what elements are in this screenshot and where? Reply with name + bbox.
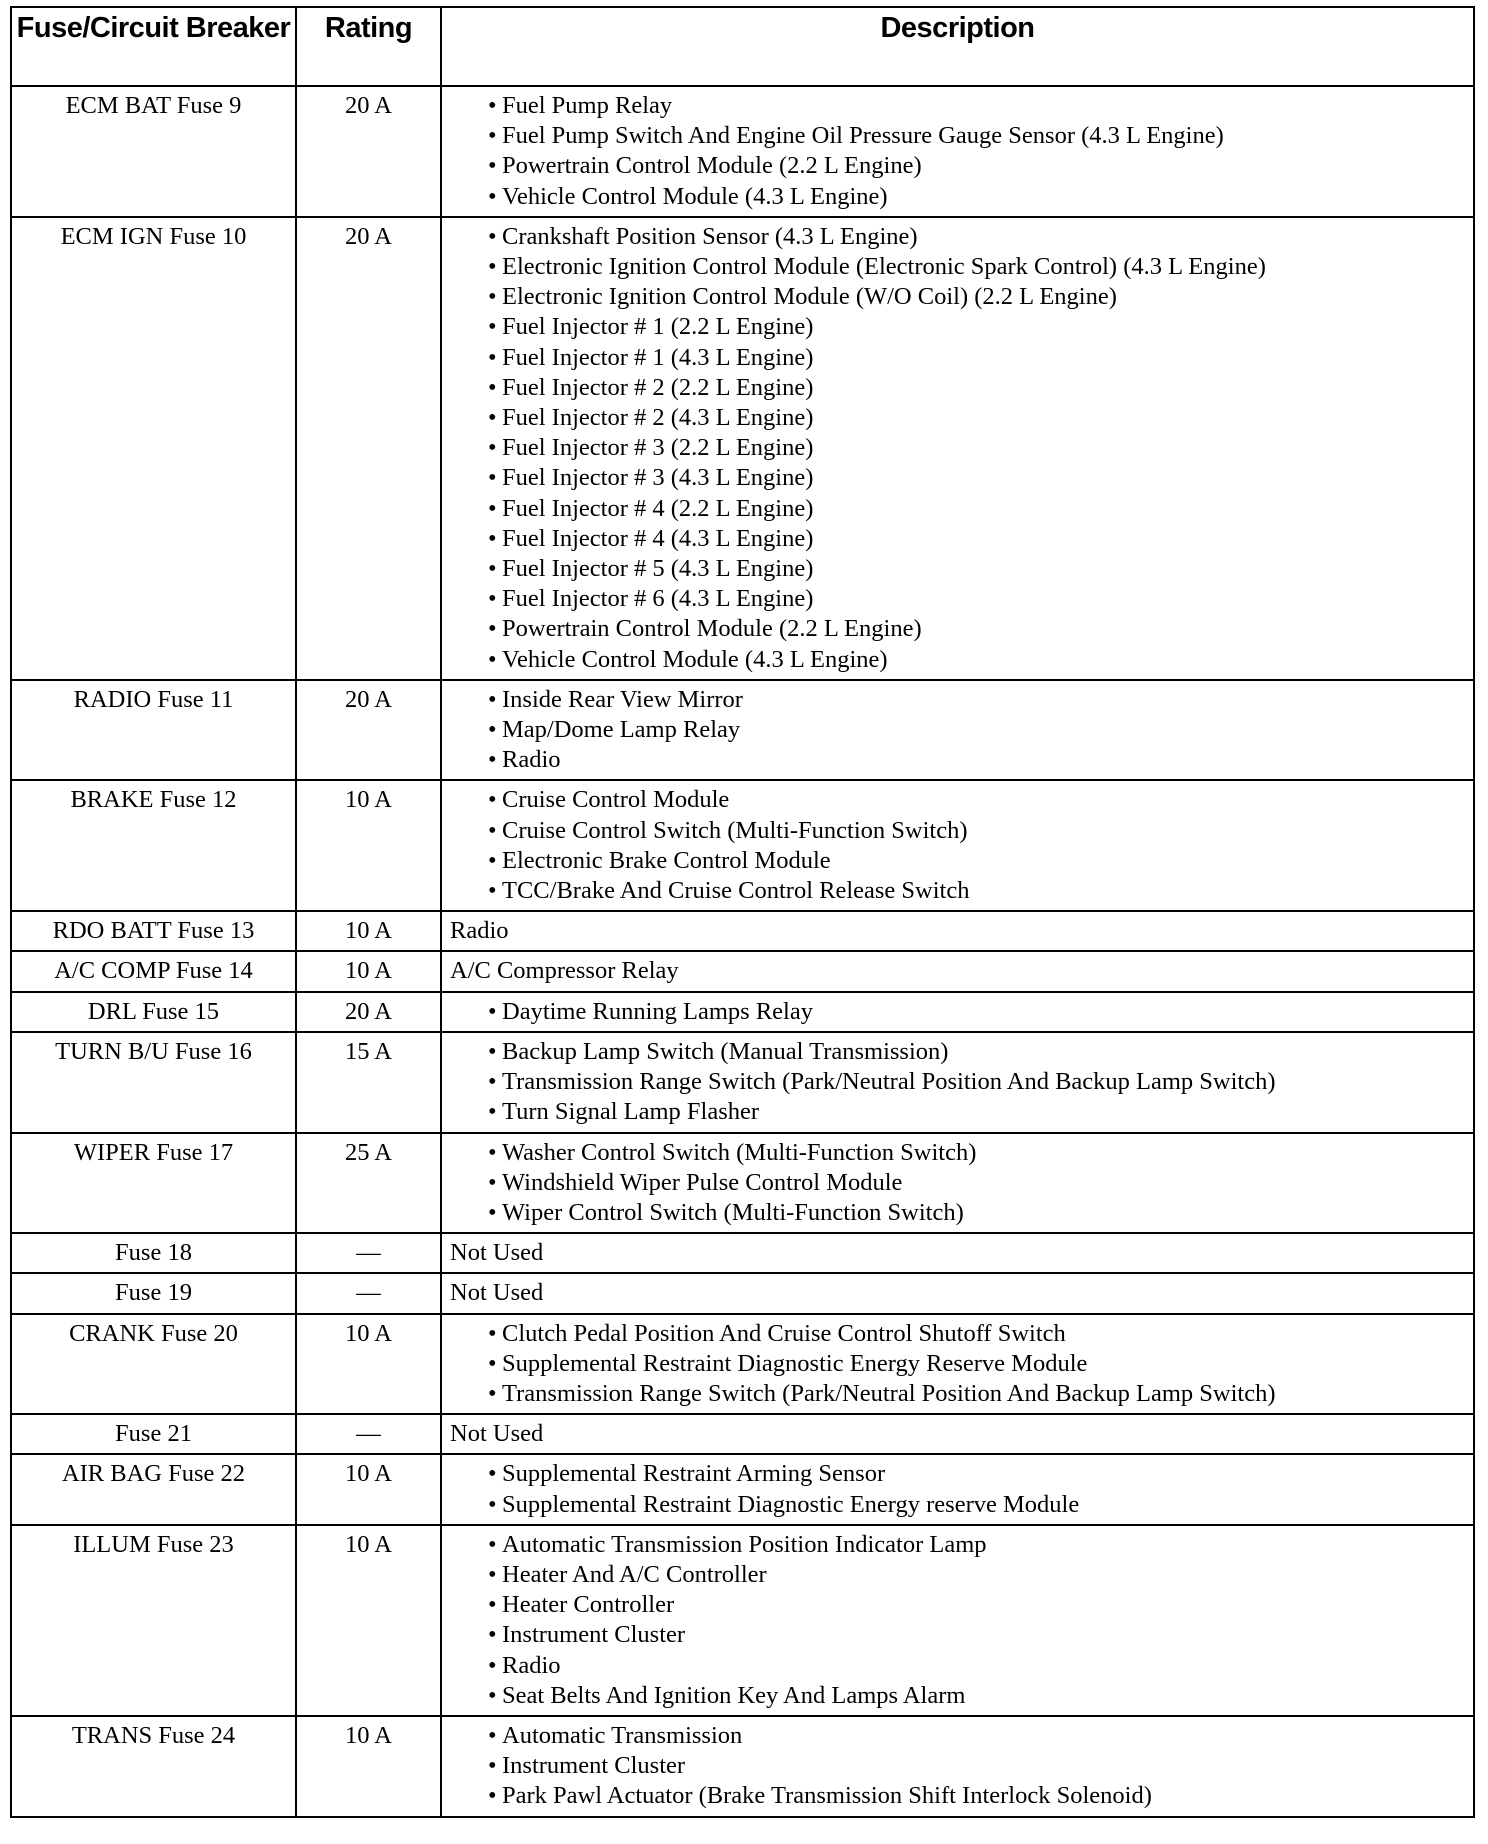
fuse-name-cell: ILLUM Fuse 23 <box>11 1525 296 1716</box>
list-item: • Fuel Injector # 5 (4.3 L Engine) <box>488 554 1467 584</box>
header-description: Description <box>441 7 1474 86</box>
list-item: • Daytime Running Lamps Relay <box>488 997 1467 1027</box>
description-list <box>448 1459 1467 1519</box>
description-list <box>448 1138 1467 1229</box>
fuse-table <box>10 6 1475 1818</box>
fuse-name-cell: CRANK Fuse 20 <box>11 1314 296 1415</box>
list-item: • Cruise Control Module <box>488 785 1467 815</box>
description-list <box>448 1037 1467 1128</box>
list-item: • Automatic Transmission Position Indicator Lamp <box>488 1530 1467 1560</box>
rating-cell: 20 A <box>296 86 441 217</box>
description-cell <box>441 1133 1474 1234</box>
list-item: • Fuel Injector # 3 (4.3 L Engine) <box>488 463 1467 493</box>
list-item: • Heater And A/C Controller <box>488 1560 1467 1590</box>
rating-cell: 10 A <box>296 1454 441 1524</box>
fuse-name-cell: AIR BAG Fuse 22 <box>11 1454 296 1524</box>
list-item: • Supplemental Restraint Arming Sensor <box>488 1459 1467 1489</box>
description-cell <box>441 217 1474 680</box>
list-item: • Powertrain Control Module (2.2 L Engine) <box>488 151 1467 181</box>
description-list <box>448 91 1467 212</box>
list-item: • Clutch Pedal Position And Cruise Control Shutoff Switch <box>488 1319 1467 1349</box>
rating-cell: 10 A <box>296 1716 441 1817</box>
rating-cell: 10 A <box>296 780 441 911</box>
list-item: • Fuel Injector # 3 (2.2 L Engine) <box>488 433 1467 463</box>
fuse-name-cell: RDO BATT Fuse 13 <box>11 911 296 951</box>
description-cell <box>441 1525 1474 1716</box>
list-item: • Backup Lamp Switch (Manual Transmission) <box>488 1037 1467 1067</box>
description-cell: A/C Compressor Relay <box>441 951 1474 991</box>
list-item: • Map/Dome Lamp Relay <box>488 715 1467 745</box>
table-row <box>11 1414 1474 1454</box>
rating-cell: — <box>296 1414 441 1454</box>
fuse-table-page <box>10 6 1473 1818</box>
list-item: • Fuel Pump Relay <box>488 91 1467 121</box>
fuse-name-cell: WIPER Fuse 17 <box>11 1133 296 1234</box>
table-row <box>11 780 1474 911</box>
list-item: • Electronic Ignition Control Module (Electronic Spark Control) (4.3 L Engine) <box>488 252 1467 282</box>
header-rating: Rating <box>296 7 441 86</box>
fuse-name-cell: Fuse 18 <box>11 1233 296 1273</box>
description-cell: Radio <box>441 911 1474 951</box>
table-row <box>11 86 1474 217</box>
list-item: • Transmission Range Switch (Park/Neutral Position And Backup Lamp Switch) <box>488 1067 1467 1097</box>
list-item: • Fuel Pump Switch And Engine Oil Pressure Gauge Sensor (4.3 L Engine) <box>488 121 1467 151</box>
description-list <box>448 997 1467 1027</box>
fuse-name-cell: TURN B/U Fuse 16 <box>11 1032 296 1133</box>
description-cell <box>441 86 1474 217</box>
list-item: • Washer Control Switch (Multi-Function Switch) <box>488 1138 1467 1168</box>
fuse-name-cell: A/C COMP Fuse 14 <box>11 951 296 991</box>
fuse-table-body <box>11 86 1474 1817</box>
list-item: • Inside Rear View Mirror <box>488 685 1467 715</box>
table-row <box>11 1032 1474 1133</box>
description-cell <box>441 1454 1474 1524</box>
list-item: • Wiper Control Switch (Multi-Function Switch) <box>488 1198 1467 1228</box>
rating-cell: — <box>296 1273 441 1313</box>
rating-cell: 10 A <box>296 1314 441 1415</box>
list-item: • Seat Belts And Ignition Key And Lamps Alarm <box>488 1681 1467 1711</box>
list-item: • Windshield Wiper Pulse Control Module <box>488 1168 1467 1198</box>
fuse-name-cell: Fuse 19 <box>11 1273 296 1313</box>
rating-cell: 20 A <box>296 992 441 1032</box>
list-item: • Vehicle Control Module (4.3 L Engine) <box>488 182 1467 212</box>
list-item: • Crankshaft Position Sensor (4.3 L Engine) <box>488 222 1467 252</box>
header-fuse-circuit-breaker: Fuse/Circuit Breaker <box>11 7 296 86</box>
list-item: • Automatic Transmission <box>488 1721 1467 1751</box>
list-item: • Fuel Injector # 4 (2.2 L Engine) <box>488 494 1467 524</box>
description-cell <box>441 992 1474 1032</box>
description-cell <box>441 680 1474 781</box>
description-list <box>448 785 1467 906</box>
description-cell <box>441 780 1474 911</box>
list-item: • Fuel Injector # 1 (4.3 L Engine) <box>488 343 1467 373</box>
table-row <box>11 951 1474 991</box>
description-list <box>448 222 1467 675</box>
fuse-name-cell: ECM IGN Fuse 10 <box>11 217 296 680</box>
table-row <box>11 1525 1474 1716</box>
list-item: • Fuel Injector # 2 (2.2 L Engine) <box>488 373 1467 403</box>
rating-cell: 25 A <box>296 1133 441 1234</box>
list-item: • Cruise Control Switch (Multi-Function Switch) <box>488 816 1467 846</box>
fuse-name-cell: TRANS Fuse 24 <box>11 1716 296 1817</box>
fuse-name-cell: DRL Fuse 15 <box>11 992 296 1032</box>
list-item: • Instrument Cluster <box>488 1620 1467 1650</box>
table-row <box>11 680 1474 781</box>
description-list <box>448 1721 1467 1812</box>
list-item: • Vehicle Control Module (4.3 L Engine) <box>488 645 1467 675</box>
list-item: • Radio <box>488 745 1467 775</box>
list-item: • Fuel Injector # 2 (4.3 L Engine) <box>488 403 1467 433</box>
description-list <box>448 1530 1467 1711</box>
fuse-name-cell: BRAKE Fuse 12 <box>11 780 296 911</box>
list-item: • Electronic Ignition Control Module (W/O Coil) (2.2 L Engine) <box>488 282 1467 312</box>
description-cell <box>441 1032 1474 1133</box>
list-item: • Heater Controller <box>488 1590 1467 1620</box>
rating-cell: 10 A <box>296 1525 441 1716</box>
fuse-name-cell: Fuse 21 <box>11 1414 296 1454</box>
table-row <box>11 911 1474 951</box>
description-list <box>448 685 1467 776</box>
description-cell: Not Used <box>441 1233 1474 1273</box>
description-cell <box>441 1716 1474 1817</box>
rating-cell: 20 A <box>296 217 441 680</box>
list-item: • Fuel Injector # 6 (4.3 L Engine) <box>488 584 1467 614</box>
table-row <box>11 1716 1474 1817</box>
table-row <box>11 217 1474 680</box>
list-item: • Supplemental Restraint Diagnostic Energy Reserve Module <box>488 1349 1467 1379</box>
rating-cell: 10 A <box>296 911 441 951</box>
list-item: • TCC/Brake And Cruise Control Release Switch <box>488 876 1467 906</box>
list-item: • Instrument Cluster <box>488 1751 1467 1781</box>
table-row <box>11 1454 1474 1524</box>
table-row <box>11 992 1474 1032</box>
rating-cell: 10 A <box>296 951 441 991</box>
list-item: • Park Pawl Actuator (Brake Transmission Shift Interlock Solenoid) <box>488 1781 1467 1811</box>
list-item: • Supplemental Restraint Diagnostic Energy reserve Module <box>488 1490 1467 1520</box>
description-list <box>448 1319 1467 1410</box>
list-item: • Turn Signal Lamp Flasher <box>488 1097 1467 1127</box>
list-item: • Electronic Brake Control Module <box>488 846 1467 876</box>
description-cell: Not Used <box>441 1273 1474 1313</box>
table-row <box>11 1233 1474 1273</box>
table-row <box>11 1273 1474 1313</box>
fuse-name-cell: RADIO Fuse 11 <box>11 680 296 781</box>
description-cell <box>441 1314 1474 1415</box>
list-item: • Radio <box>488 1651 1467 1681</box>
rating-cell: 20 A <box>296 680 441 781</box>
list-item: • Fuel Injector # 4 (4.3 L Engine) <box>488 524 1467 554</box>
description-cell: Not Used <box>441 1414 1474 1454</box>
rating-cell: 15 A <box>296 1032 441 1133</box>
table-row <box>11 1314 1474 1415</box>
rating-cell: — <box>296 1233 441 1273</box>
fuse-name-cell: ECM BAT Fuse 9 <box>11 86 296 217</box>
list-item: • Fuel Injector # 1 (2.2 L Engine) <box>488 312 1467 342</box>
header-row <box>11 7 1474 86</box>
list-item: • Powertrain Control Module (2.2 L Engine) <box>488 614 1467 644</box>
list-item: • Transmission Range Switch (Park/Neutral Position And Backup Lamp Switch) <box>488 1379 1467 1409</box>
table-row <box>11 1133 1474 1234</box>
